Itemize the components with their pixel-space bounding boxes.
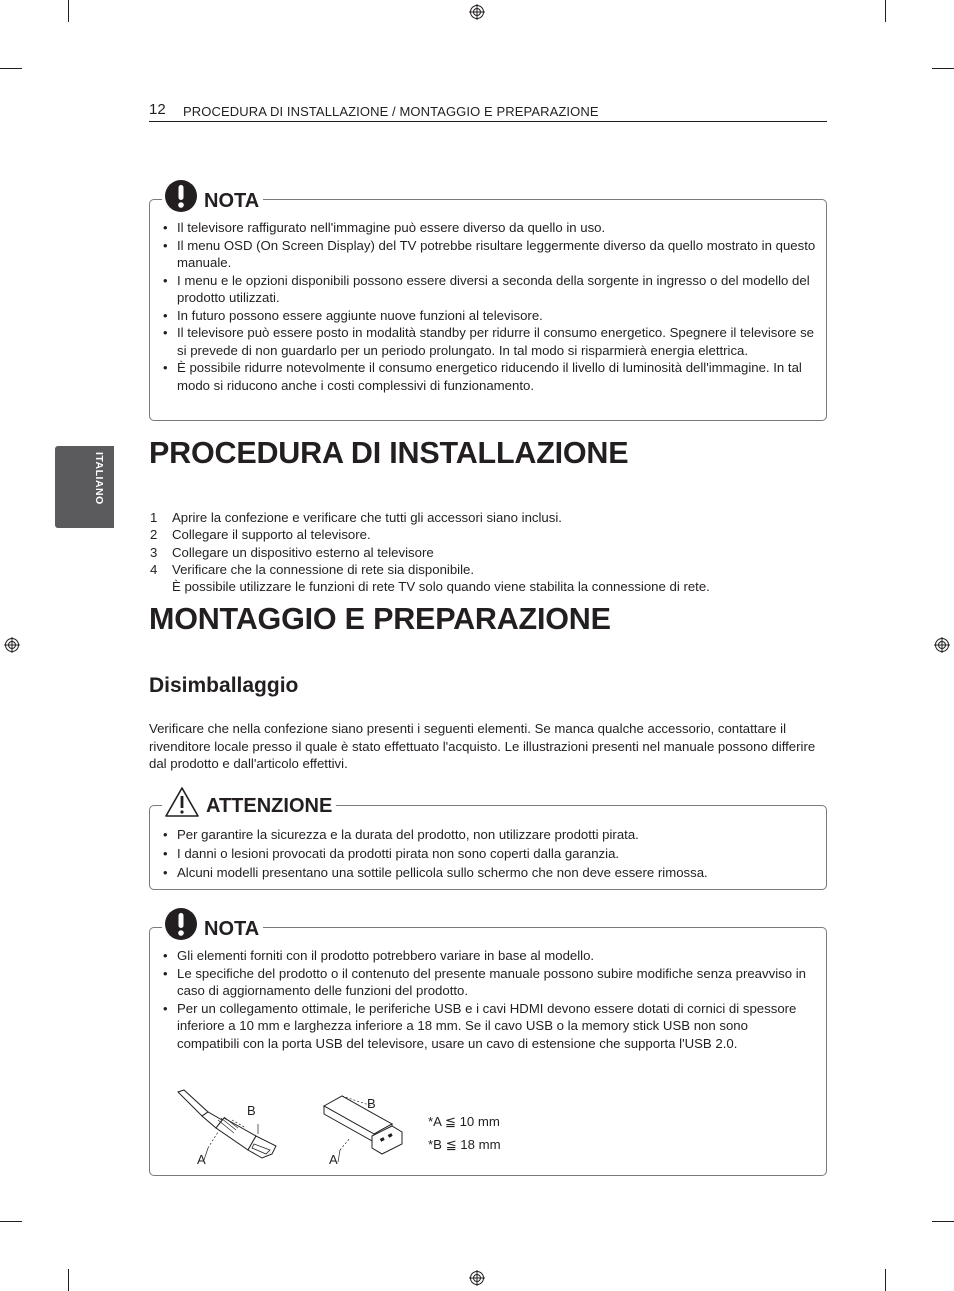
list-item: • Il menu OSD (On Screen Display) del TV potrebbe risultare leggermente diverso da quello mostrato in questo manuale. <box>150 237 822 272</box>
step-item <box>149 509 710 526</box>
disimballaggio-heading: Disimballaggio <box>149 674 299 697</box>
disimballaggio-paragraph: Verificare che nella confezione siano presenti i seguenti elementi. Se manca qualche accessorio, contattare il rivenditore locale presso il quale è stato effettuato l'acquisto. Le illustrazioni presenti nel manuale possono differire dal prodotto e dall'articolo effettivi. <box>149 721 816 772</box>
crop-mark <box>885 0 886 22</box>
running-header: PROCEDURA DI INSTALLAZIONE / MONTAGGIO E PREPARAZIONE <box>183 104 599 119</box>
hdmi-connector-illustration <box>176 1088 286 1168</box>
step-item <box>149 561 710 596</box>
step-number: 4 <box>150 561 158 577</box>
side-tab-label: ITALIANO <box>93 452 105 505</box>
step-text: Verificare che la connessione di rete sia disponibile. <box>172 561 475 577</box>
list-item: • Gli elementi forniti con il prodotto potrebbero variare in base al modello. <box>150 947 810 965</box>
list-item: • Per un collegamento ottimale, le periferiche USB e i cavi HDMI devono essere dotati di cornici di spessore inferiore a 10 mm e larghezza inferiore a 18 mm. Se il cavo USB o la memory stick USB non sono compatibili con la porta USB del televisore, usare un cavo di estensione che supporta l'USB 2.0. <box>150 1000 810 1053</box>
crop-mark <box>0 68 22 69</box>
step-number: 1 <box>150 510 158 525</box>
crop-mark <box>932 68 954 69</box>
hdmi-label-b: B <box>247 1103 256 1118</box>
list-item: • In futuro possono essere aggiunte nuove funzioni al televisore. <box>150 307 822 325</box>
step-text: Collegare un dispositivo esterno al televisore <box>172 544 434 560</box>
list-item: • È possibile ridurre notevolmente il consumo energetico riducendo il livello di luminosità dell'immagine. In tal modo si riducono anche i costi complessivi di funzionamento. <box>150 359 822 394</box>
list-item: • I danni o lesioni provocati da prodotti pirata non sono coperti dalla garanzia. <box>150 844 822 863</box>
crop-mark <box>932 1221 954 1222</box>
step-item <box>149 526 710 543</box>
procedura-heading: PROCEDURA DI INSTALLAZIONE <box>149 436 629 470</box>
warning-triangle-icon <box>164 786 200 818</box>
nota-title-bottom <box>162 904 263 944</box>
nota-title-top <box>162 176 263 216</box>
registration-mark-icon <box>469 4 485 20</box>
nota-title-text: NOTA <box>204 189 260 212</box>
nota-list-top <box>150 219 822 394</box>
attenzione-title-text: ATTENZIONE <box>206 794 333 817</box>
step-text: Collegare il supporto al televisore. <box>172 527 371 543</box>
nota-list-bottom <box>150 947 810 1052</box>
registration-mark-icon <box>934 637 950 653</box>
exclamation-circle-icon <box>164 179 198 213</box>
hdmi-label-a: A <box>197 1152 206 1167</box>
list-item: • Il televisore raffigurato nell'immagine può essere diverso da quello in uso. <box>150 219 822 237</box>
registration-mark-icon <box>4 637 20 653</box>
usb-label-a: A <box>329 1152 338 1167</box>
montaggio-heading: MONTAGGIO E PREPARAZIONE <box>149 602 611 636</box>
spec-a-limit: *A ≦ 10 mm <box>428 1114 500 1129</box>
crop-mark <box>68 1269 69 1291</box>
step-number: 2 <box>150 527 158 543</box>
list-item: • Il televisore può essere posto in modalità standby per ridurre il consumo energetico. Spegnere il televisore se si prevede di non guardarlo per un periodo prolungato. In tal modo si risparmierà energia elettrica. <box>150 324 822 359</box>
crop-mark <box>68 0 69 22</box>
page-number: 12 <box>149 101 166 118</box>
step-item <box>149 544 710 561</box>
list-item: • Per garantire la sicurezza e la durata del prodotto, non utilizzare prodotti pirata. <box>150 825 822 844</box>
exclamation-circle-icon <box>164 907 198 941</box>
list-item: • Alcuni modelli presentano una sottile pellicola sullo schermo che non deve essere rimossa. <box>150 863 822 882</box>
list-item: • Le specifiche del prodotto o il contenuto del presente manuale possono subire modifiche senza preavviso in caso di aggiornamento delle funzioni del prodotto. <box>150 965 810 1000</box>
step-text-continued: È possibile utilizzare le funzioni di rete TV solo quando viene stabilita la connessione di rete. <box>172 579 710 595</box>
step-text: Aprire la confezione e verificare che tutti gli accessori siano inclusi. <box>172 510 562 525</box>
language-side-tab <box>55 446 114 528</box>
crop-mark <box>0 1221 22 1222</box>
attenzione-list <box>150 825 822 882</box>
step-number: 3 <box>150 544 158 560</box>
procedure-steps <box>149 509 710 595</box>
list-item: • I menu e le opzioni disponibili possono essere diversi a seconda della sorgente in ingresso o del modello del prodotto utilizzati. <box>150 272 822 307</box>
spec-b-limit: *B ≦ 18 mm <box>428 1137 501 1152</box>
nota-title-text: NOTA <box>204 917 260 940</box>
registration-mark-icon <box>469 1270 485 1286</box>
crop-mark <box>885 1269 886 1291</box>
header-rule <box>149 121 827 122</box>
usb-label-b: B <box>367 1096 376 1111</box>
attenzione-title <box>162 782 336 822</box>
